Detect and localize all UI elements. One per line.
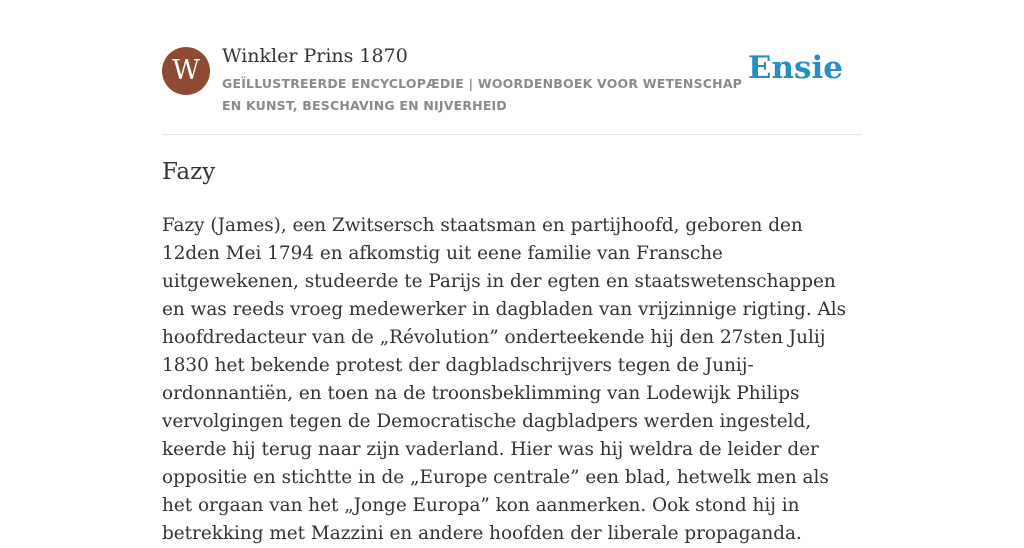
source-avatar[interactable]: W xyxy=(162,47,210,95)
source-subtitle: GEÏLLUSTREERDE ENCYCLOPÆDIE | WOORDENBOEK VOOR WETENSCHAP EN KUNST, BESCHAVING EN NIJVERHEID xyxy=(222,76,743,113)
ensie-logo[interactable]: Ensie xyxy=(747,50,843,86)
content-container xyxy=(162,0,862,544)
source-header xyxy=(162,0,862,135)
entry-body: Fazy (James), een Zwitsersch staatsman en partijhoofd, geboren den 12den Mei 1794 en afkomstig uit eene familie van Fransche uitgewekenen, studeerde te Parijs in der egten en staatswetenschappen en was reeds vroeg medewerker in dagbladen van vrijzinnige rigting. Als hoofdredacteur van de „Révolution” onderteekende hij den 27sten Julij 1830 het bekende protest der dagbladschrijvers tegen de Junij-ordonnantiën, en toen na de troonsbeklimming van Lodewijk Philips vervolgingen tegen de Democratische dagbladpers werden ingesteld, keerde hij terug naar zijn vaderland. Hier was hij weldra de leider der oppositie en stichtte in de „Europe centrale” een blad, hetwelk men als het orgaan van het „Jonge Europa” kon aanmerken. Ook stond hij in betrekking met Mazzini en andere hoofden der liberale propaganda. xyxy=(162,215,847,544)
entry-title: Fazy xyxy=(162,159,216,185)
source-title[interactable]: Winkler Prins 1870 xyxy=(222,45,408,67)
